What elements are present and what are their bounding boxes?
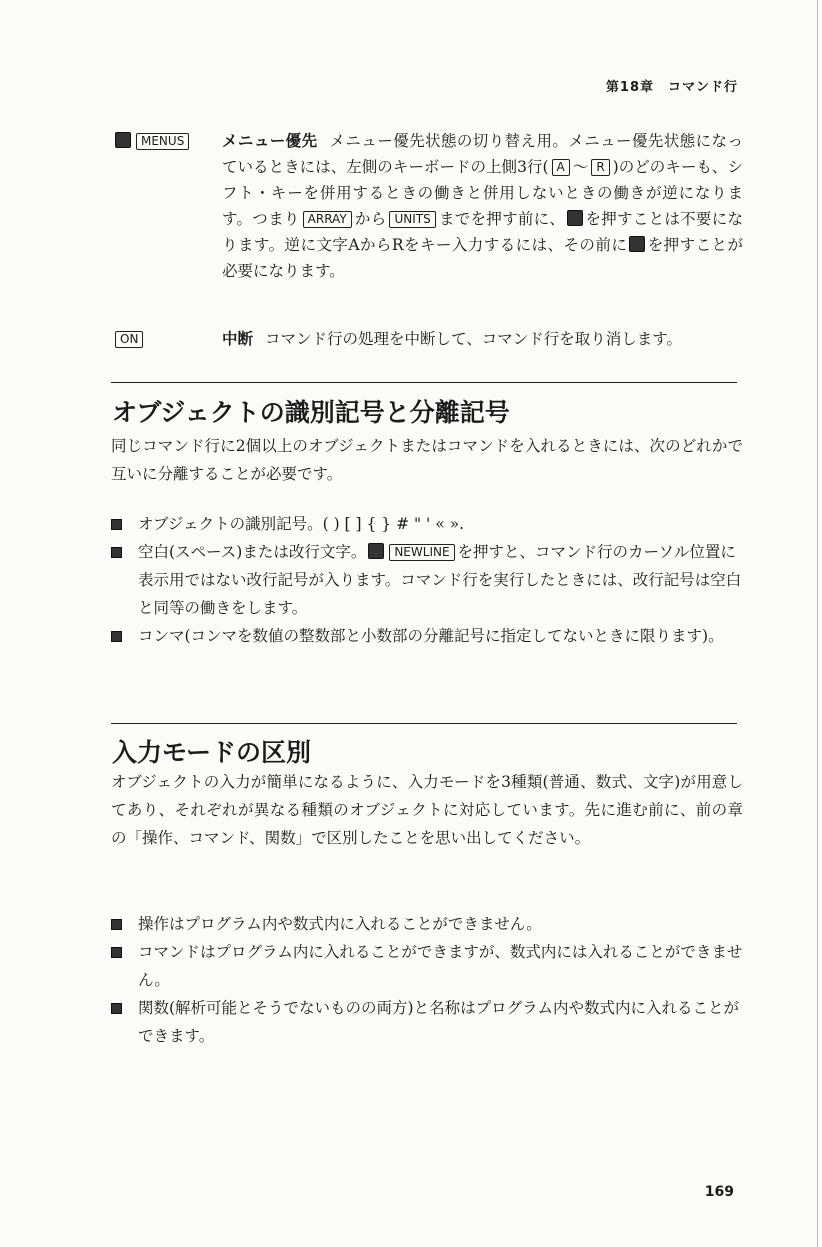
list-item	[111, 622, 743, 650]
list-item-text: コンマ(コンマを数値の整数部と小数部の分離記号に指定してないときに限ります)。	[138, 627, 724, 645]
menus-key: MENUS	[136, 133, 189, 150]
bullet-icon	[111, 547, 122, 558]
page-edge-line	[817, 0, 818, 1247]
list-item-text: コマンドはプログラム内に入れることができますが、数式内には入れることができません。	[138, 943, 743, 989]
key-group	[113, 128, 192, 154]
shift-key-icon	[115, 132, 131, 148]
text-fragment: を押すことは不要になります。逆に文字AからRをキー入力するには、その前に	[222, 210, 743, 254]
section-divider	[111, 723, 737, 724]
text-fragment: までを押す前に、	[438, 210, 566, 228]
item-body	[222, 128, 743, 284]
key-description-on	[113, 326, 743, 352]
text-fragment: メニュー優先状態の切り替え用。メニュー優先状態になっているときには、左側のキーボードの上側3行(	[222, 132, 743, 176]
section-intro: オブジェクトの入力が簡単になるように、入力モードを3種類(普通、数式、文字)が用意してあり、それぞれが異なる種類のオブジェクトに対応しています。先に進む前に、前の章の「操作、コマンド、関数」で区別したことを思い出してください。	[111, 773, 743, 847]
section-divider	[111, 382, 737, 383]
section-heading: オブジェクトの識別記号と分離記号	[112, 398, 510, 427]
bullet-icon	[111, 1003, 122, 1014]
list-item-text: 空白(スペース)または改行文字。	[138, 543, 367, 561]
item-text: コマンド行の処理を中断して、コマンド行を取り消します。	[265, 330, 682, 348]
shift-key-icon	[629, 236, 645, 252]
list-item	[111, 538, 743, 622]
list-item	[111, 910, 743, 938]
units-key: UNITS	[389, 211, 435, 228]
item-term: メニュー優先	[222, 132, 318, 150]
list-item-text: を押すと、コマンド行のカーソル位置に表示用ではない改行記号が入ります。コマンド行を実行したときには、改行記号は空白と同等の働きをします。	[138, 543, 742, 617]
newline-key: NEWLINE	[389, 544, 454, 561]
item-body	[222, 326, 743, 352]
text-fragment: から	[354, 210, 387, 228]
bullet-icon	[111, 947, 122, 958]
key-group	[113, 326, 146, 352]
text-fragment: 〜	[572, 158, 589, 176]
list-item	[111, 994, 743, 1050]
page-number: 169	[704, 1184, 734, 1200]
list-item	[111, 938, 743, 994]
shift-key-icon	[368, 543, 384, 559]
r-key: R	[591, 159, 609, 176]
text-fragment: )のどのキーも、シフト・キーを併用するときの働きと併用しないときの働きが逆になります。つまり	[222, 158, 743, 228]
bullet-list	[111, 910, 743, 1050]
running-header: 第18章 コマンド行	[605, 80, 738, 95]
list-item	[111, 510, 743, 538]
section-heading: 入力モードの区別	[112, 738, 312, 767]
item-term: 中断	[222, 330, 254, 348]
bullet-icon	[111, 519, 122, 530]
on-key: ON	[115, 331, 143, 348]
shift-key-icon	[567, 210, 583, 226]
section-intro: 同じコマンド行に2個以上のオブジェクトまたはコマンドを入れるときには、次のどれかで互いに分離することが必要です。	[111, 437, 743, 483]
key-description-menus	[113, 128, 743, 284]
text-fragment: を押すことが必要になります。	[222, 236, 743, 280]
list-item-text: 操作はプログラム内や数式内に入れることができません。	[138, 915, 542, 933]
a-key: A	[552, 159, 570, 176]
bullet-list	[111, 510, 743, 650]
bullet-icon	[111, 631, 122, 642]
list-item-text: オブジェクトの識別記号。( ) [ ] { } # " ' « ».	[138, 515, 465, 533]
list-item-text: 関数(解析可能とそうでないものの両方)と名称はプログラム内や数式内に入れることができます。	[138, 999, 739, 1045]
array-key: ARRAY	[303, 211, 352, 228]
bullet-icon	[111, 919, 122, 930]
